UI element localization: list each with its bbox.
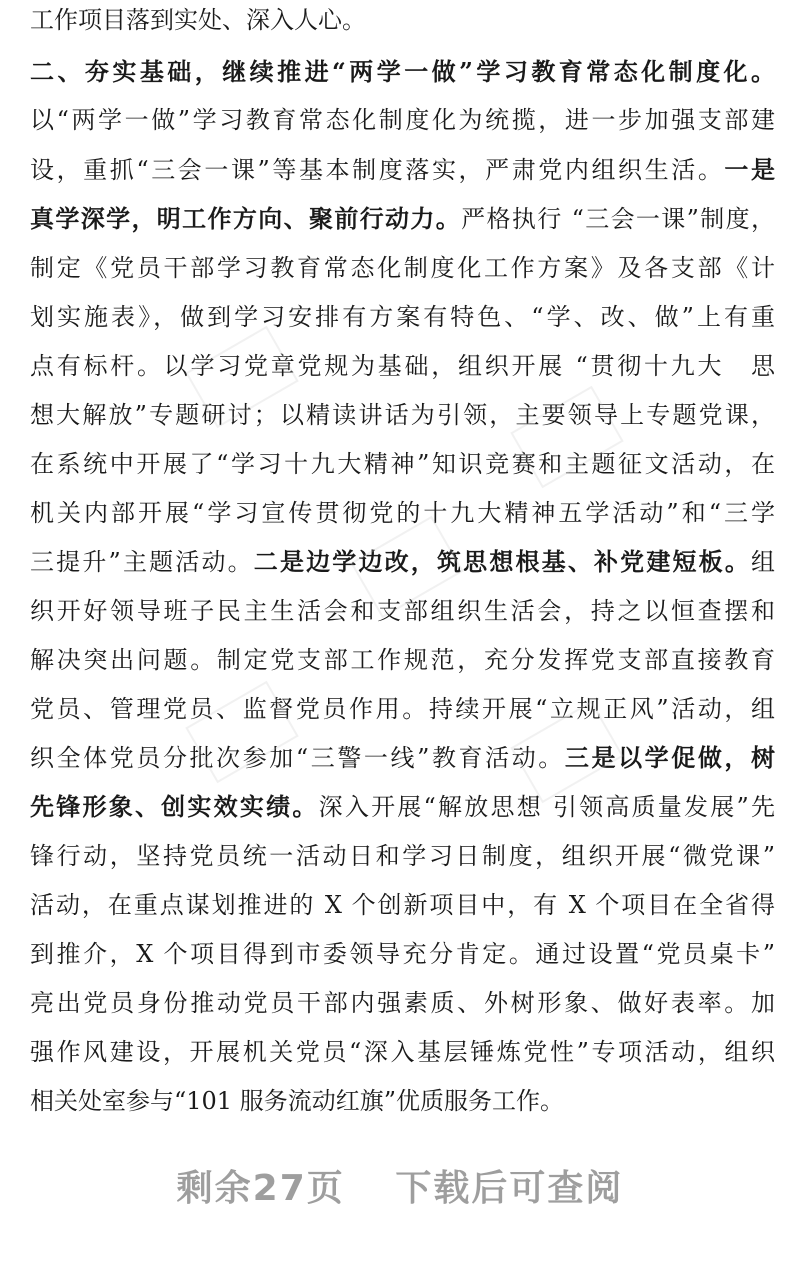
text-line: [30, 346, 775, 386]
text-line: [30, 493, 775, 533]
text-segment: 以“两学一做”学习教育常态化制度化为统揽，进一步加强支部建: [30, 106, 775, 134]
text-segment: 在系统中开展了“学习十九大精神”知识竞赛和主题征文活动，在: [30, 450, 775, 478]
text-segment: 党员、管理党员、监督党员作用。持续开展“立规正风”活动，组: [30, 695, 775, 723]
text-segment: 划实施表》，做到学习安排有方案有特色、“学、改、做”上有重: [30, 303, 775, 331]
footer-banner: [0, 1160, 800, 1211]
text-segment: 组: [751, 548, 775, 576]
text-segment: 解决突出问题。制定党支部工作规范，充分发挥党支部直接教育: [30, 646, 775, 674]
text-line: [30, 689, 775, 729]
text-segment: 想大解放”专题研讨；以精读讲话为引领，主要领导上专题党课，: [30, 401, 775, 429]
text-segment: 到推介，X 个项目得到市委领导充分肯定。通过设置“党员桌卡”: [30, 940, 775, 968]
text-line: [30, 934, 775, 974]
text-segment: 织全体党员分批次参加“三警一线”教育活动。: [30, 744, 565, 772]
text-segment: 严格执行 “三会一课”制度，: [461, 205, 775, 233]
bold-text-segment: 真学深学，明工作方向、聚前行动力。: [30, 204, 462, 233]
text-line: [30, 542, 775, 582]
text-line: [30, 100, 775, 140]
text-segment: 深入开展“解放思想 引领高质量发展”先: [318, 793, 775, 821]
text-line: [30, 0, 790, 40]
text-segment: 三提升”主题活动。: [30, 548, 254, 576]
text-segment: 织开好领导班子民主生活会和支部组织生活会，持之以恒查摆和: [30, 597, 775, 625]
text-line: [30, 1081, 790, 1121]
text-segment: 锋行动，坚持党员统一活动日和学习日制度，组织开展“微党课”: [30, 842, 775, 870]
bold-text-segment: 二是边学边改，筑思想根基、补党建短板。: [253, 547, 751, 576]
text-segment: 活动，在重点谋划推进的 X 个创新项目中，有 X 个项目在全省得: [30, 891, 775, 919]
text-line: [30, 297, 775, 337]
text-segment: 设，重抓“三会一课”等基本制度落实，严肃党内组织生活。: [30, 156, 725, 184]
text-line: [30, 199, 775, 239]
text-line: [30, 444, 775, 484]
text-segment: 相关处室参与“101 服务流动红旗”优质服务工作。: [30, 1087, 564, 1115]
text-line: [30, 983, 775, 1023]
text-line: [30, 1032, 775, 1072]
text-line: [30, 836, 775, 876]
text-segment: 工作项目落到实处、深入人心。: [30, 6, 366, 34]
text-segment: 点有标杆。以学习党章党规为基础，组织开展 “贯彻十九大 思: [30, 352, 775, 380]
bold-text-segment: 二、夯实基础，继续推进“两学一做”学习教育常态化制度化。: [30, 57, 775, 86]
download-hint-label[interactable]: 下载后可查阅: [395, 1168, 624, 1209]
text-segment: 亮出党员身份推动党员干部内强素质、外树形象、做好表率。加: [30, 989, 775, 1017]
text-segment: 强作风建设，开展机关党员“深入基层锤炼党性”专项活动，组织: [30, 1038, 775, 1066]
bold-text-segment: 先锋形象、创实效实绩。: [30, 792, 319, 821]
text-line: [30, 640, 775, 680]
bold-text-segment: 一是: [724, 155, 775, 184]
remaining-pages-label: 剩余27页: [176, 1168, 345, 1209]
text-line: [30, 248, 775, 288]
bold-text-segment: 三是以学促做，树: [564, 743, 775, 772]
text-line: [30, 52, 775, 92]
text-line: [30, 150, 775, 190]
text-segment: 机关内部开展“学习宣传贯彻党的十九大精神五学活动”和“三学: [30, 499, 775, 527]
text-line: [30, 787, 775, 827]
text-line: [30, 591, 775, 631]
text-line: [30, 738, 775, 778]
text-segment: 制定《党员干部学习教育常态化制度化工作方案》及各支部《计: [30, 254, 775, 282]
text-line: [30, 395, 775, 435]
text-line: [30, 885, 775, 925]
